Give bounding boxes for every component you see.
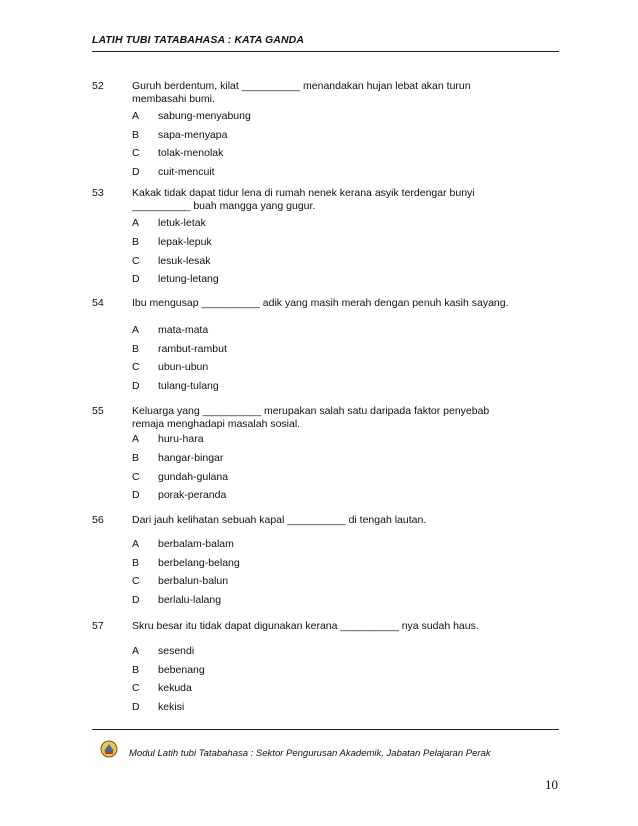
option-text: kekisi	[158, 701, 185, 713]
question-number: 56	[92, 514, 104, 526]
option-text: berbalam-balam	[158, 538, 234, 550]
option-letter: C	[132, 575, 140, 587]
question-text: Ibu mengusap __________ adik yang masih merah dengan penuh kasih sayang.	[132, 297, 509, 309]
option-text: kekuda	[158, 682, 192, 694]
option-letter: B	[132, 236, 140, 248]
option-letter: D	[132, 489, 140, 501]
question-text: Dari jauh kelihatan sebuah kapal __________ di tengah lautan.	[132, 514, 427, 526]
option-text: huru-hara	[158, 433, 204, 445]
option-text: rambut-rambut	[158, 343, 227, 355]
option-letter: B	[132, 664, 140, 676]
question-number: 54	[92, 297, 104, 309]
option-text: tulang-tulang	[158, 380, 219, 392]
option-text: cuit-mencuit	[158, 166, 215, 178]
option-letter: D	[132, 273, 140, 285]
option-text: porak-peranda	[158, 489, 227, 501]
option-text: berbalun-balun	[158, 575, 229, 587]
option-letter: A	[132, 538, 140, 550]
option-letter: A	[132, 645, 140, 657]
option-text: mata-mata	[158, 324, 209, 336]
department-crest-icon	[100, 740, 118, 758]
option-text: sapa-menyapa	[158, 129, 228, 141]
question-text: Guruh berdentum, kilat __________ menandakan hujan lebat akan turun membasahi bumi.	[132, 80, 471, 105]
option-text: tolak-menolak	[158, 147, 224, 159]
option-letter: D	[132, 166, 140, 178]
option-letter: B	[132, 129, 140, 141]
option-text: lepak-lepuk	[158, 236, 212, 248]
option-text: letuk-letak	[158, 217, 206, 229]
question-text: Skru besar itu tidak dapat digunakan kerana __________ nya sudah haus.	[132, 620, 479, 632]
option-letter: B	[132, 557, 140, 569]
option-text: bebenang	[158, 664, 205, 676]
option-letter: D	[132, 380, 140, 392]
option-letter: A	[132, 324, 140, 336]
question-text: Kakak tidak dapat tidur lena di rumah nenek kerana asyik terdengar bunyi __________ buah mangga yang gugur.	[132, 187, 475, 212]
option-letter: C	[132, 361, 140, 373]
option-letter: B	[132, 452, 140, 464]
option-text: sabung-menyabung	[158, 110, 251, 122]
question-number: 57	[92, 620, 104, 632]
question-number: 55	[92, 405, 104, 417]
question-text: Keluarga yang __________ merupakan salah satu daripada faktor penyebab remaja menghadapi masalah sosial.	[132, 405, 490, 430]
question-number: 53	[92, 187, 104, 199]
header-divider	[92, 51, 559, 52]
option-letter: A	[132, 110, 140, 122]
option-text: lesuk-lesak	[158, 255, 211, 267]
option-letter: D	[132, 701, 140, 713]
option-text: gundah-gulana	[158, 471, 229, 483]
option-text: hangar-bingar	[158, 452, 224, 464]
option-letter: C	[132, 255, 140, 267]
option-text: ubun-ubun	[158, 361, 209, 373]
footer-divider	[92, 729, 559, 730]
option-letter: B	[132, 343, 140, 355]
option-letter: C	[132, 682, 140, 694]
option-text: berlalu-lalang	[158, 594, 222, 606]
question-number: 52	[92, 80, 104, 92]
option-letter: A	[132, 217, 140, 229]
option-letter: C	[132, 147, 140, 159]
page-header-title: LATIH TUBI TATABAHASA : KATA GANDA	[92, 34, 305, 46]
option-letter: D	[132, 594, 140, 606]
option-letter: A	[132, 433, 140, 445]
page-number: 10	[545, 777, 558, 792]
footer-text: Modul Latih tubi Tatabahasa : Sektor Pengurusan Akademik, Jabatan Pelajaran Perak	[129, 748, 491, 759]
option-text: letung-letang	[158, 273, 219, 285]
option-text: berbelang-belang	[158, 557, 240, 569]
option-text: sesendi	[158, 645, 195, 657]
option-letter: C	[132, 471, 140, 483]
